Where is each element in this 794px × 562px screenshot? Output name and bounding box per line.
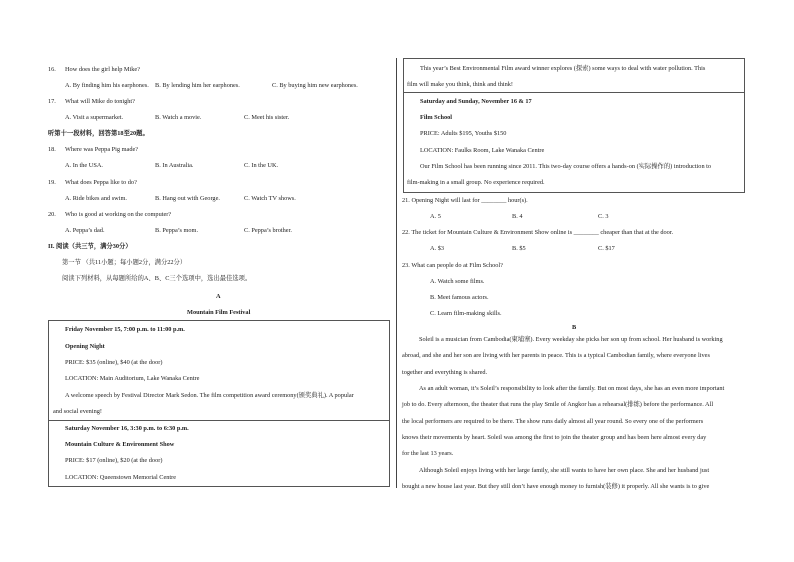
q17-option-a: A. Visit a supermarket. <box>65 114 124 121</box>
event1-date: Friday November 15, 7:00 p.m. to 11:00 p.m. <box>65 326 185 333</box>
event-separator <box>48 420 390 421</box>
event3-desc-line2: film-making in a small group. No experience required. <box>407 179 545 186</box>
passage-letter-a: A <box>216 293 221 300</box>
q20-option-b: B. Peppa’s mom. <box>155 227 199 234</box>
q21-option-b: B. 4 <box>512 213 523 220</box>
q19-option-b: B. Hang out with George. <box>155 195 220 202</box>
passage-b-p1-line3: together and everything is shared. <box>402 369 488 376</box>
passage-b-p3-line1: Although Soleil enjoys living with her large family, she still wants to have her own place. She and her husband just <box>419 467 710 474</box>
q23-question: 23. What can people do at Film School? <box>402 262 503 269</box>
q21-option-c: C. 3 <box>598 213 609 220</box>
q21-option-a: A. 5 <box>430 213 441 220</box>
q22-question: 22. The ticket for Mountain Culture & Environment Show online is ________ cheaper than that at the door. <box>402 229 674 236</box>
q16-option-a: A. By finding him his earphones. <box>65 82 149 89</box>
passage-b-p2-line4: knows their movements by heart. Soleil was among the first to join the theater group and has been here almost every day <box>402 434 707 441</box>
instruction: 阅读下列材料，从每题所给的A、B、C三个选项中，选出最佳选项。 <box>62 275 252 282</box>
q19-question: What does Peppa like to do? <box>65 179 137 186</box>
q20-question: Who is good at working on the computer? <box>65 211 172 218</box>
event1-desc-line1: A welcome speech by Festival Director Mark Sedon. The film competition award ceremony(颁奖典礼). A popular <box>65 392 354 399</box>
event2-price: PRICE: $17 (online), $20 (at the door) <box>65 457 163 464</box>
q17-question: What will Mike do tonight? <box>65 98 135 105</box>
event1-name: Opening Night <box>65 343 105 350</box>
event-separator-2 <box>403 92 745 93</box>
q18-option-c: C. In the UK. <box>244 162 279 169</box>
q17-number: 17. <box>48 98 56 105</box>
event1-location: LOCATION: Main Auditorium, Lake Wanaka Centre <box>65 375 200 382</box>
section-heading: II. 阅读（共三节，满分30分） <box>48 243 132 250</box>
event3-location: LOCATION: Faulks Room, Lake Wanaka Centre <box>420 147 545 154</box>
listening-heading: 听第十一段材料，回答第18至20题。 <box>48 130 149 137</box>
q20-option-a: A. Peppa’s dad. <box>65 227 105 234</box>
q18-option-a: A. In the USA. <box>65 162 103 169</box>
q21-question: 21. Opening Night will last for ________ hour(s). <box>402 197 528 204</box>
event3-price: PRICE: Adults $195, Youths $150 <box>420 130 507 137</box>
q19-number: 19. <box>48 179 56 186</box>
q22-option-b: B. $5 <box>512 245 526 252</box>
event1-price: PRICE: $35 (online), $40 (at the door) <box>65 359 163 366</box>
event2-location: LOCATION: Queenstown Memorial Centre <box>65 474 177 481</box>
event2-name: Mountain Culture & Environment Show <box>65 441 175 448</box>
passage-b-p1-line2: abroad, and she and her son are living with her parents in peace. This is a typical Cambodian family, where everyone lives <box>402 352 710 359</box>
event3-date: Saturday and Sunday, November 16 & 17 <box>420 98 532 105</box>
part-heading: 第一节 （共11小题；每小题2分，满分22分） <box>62 259 187 266</box>
event2-date: Saturday November 16, 3:30 p.m. to 6:30 p.m. <box>65 425 189 432</box>
q18-number: 18. <box>48 146 56 153</box>
q22-option-c: C. $17 <box>598 245 615 252</box>
passage-b-p2-line1: As an adult woman, it’s Soleil’s responsibility to look after the family. But on most days, she has an even more important <box>419 385 725 392</box>
q18-option-b: B. In Australia. <box>155 162 194 169</box>
passage-b-p2-line3: the local performers are required to be there. The show runs daily almost all year round. So every one of the performers <box>402 418 704 425</box>
passage-title: Mountain Film Festival <box>187 309 251 316</box>
q17-option-b: B. Watch a movie. <box>155 114 202 121</box>
passage-b-p2-line2: job to do. Every afternoon, the theater that runs the play Smile of Angkor has a rehearsal(排练) before the performance. All <box>402 401 714 408</box>
q16-question: How does the girl help Mike? <box>65 66 141 73</box>
q16-number: 16. <box>48 66 56 73</box>
q23-option-a: A. Watch some films. <box>430 278 485 285</box>
column-divider <box>396 58 397 488</box>
q18-question: Where was Peppa Pig made? <box>65 146 139 153</box>
q22-option-a: A. $3 <box>430 245 444 252</box>
box-cont-line1: This year’s Best Environmental Film award winner explores (探索) some ways to deal with water pollution. This <box>420 65 706 72</box>
event3-desc-line1: Our Film School has been running since 2011. This two-day course offers a hands-on (实际操作的) introduction to <box>420 163 712 170</box>
passage-b-p3-line2: bought a new house last year. But they still don’t have enough money to furnish(装修) it properly. All she wants is to give <box>402 483 710 490</box>
box-cont-line2: film will make you think, think and think! <box>407 81 513 88</box>
q23-option-b: B. Meet famous actors. <box>430 294 489 301</box>
passage-b-p1-line1: Soleil is a musician from Cambodia(柬埔寨). Every weekday she picks her son up from school. Her husband is working <box>419 336 723 343</box>
q17-option-c: C. Meet his sister. <box>244 114 290 121</box>
event-box-continued <box>403 58 745 193</box>
event1-desc-line2: and social evening! <box>53 408 102 415</box>
q16-option-c: C. By buying him new earphones. <box>272 82 358 89</box>
passage-letter-b: B <box>572 324 577 331</box>
passage-b-p2-line5: for the last 13 years. <box>402 450 454 457</box>
q20-number: 20. <box>48 211 56 218</box>
q20-option-c: C. Peppa’s brother. <box>244 227 292 234</box>
q19-option-a: A. Ride bikes and swim. <box>65 195 127 202</box>
event3-name: Film School <box>420 114 453 121</box>
q19-option-c: C. Watch TV shows. <box>244 195 296 202</box>
q23-option-c: C. Learn film-making skills. <box>430 310 502 317</box>
q16-option-b: B. By lending him her earphones. <box>155 82 240 89</box>
